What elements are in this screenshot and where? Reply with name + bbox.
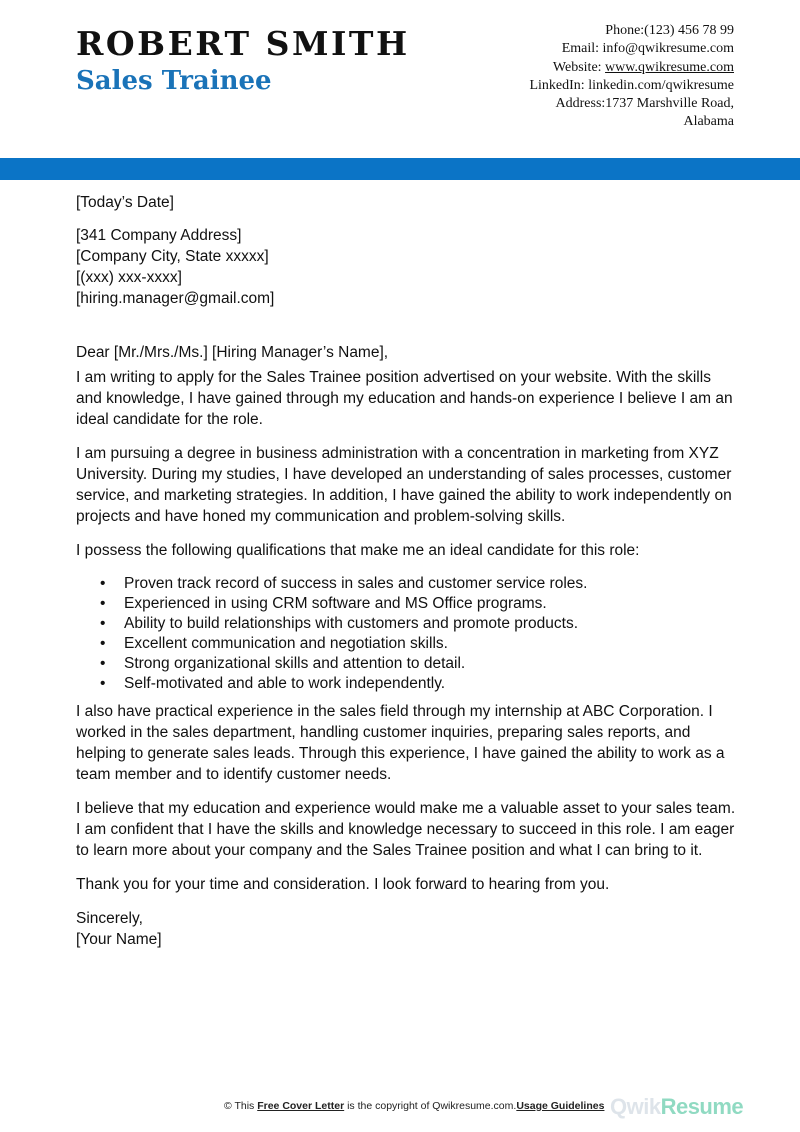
recipient-line: [hiring.manager@gmail.com] — [76, 290, 275, 307]
applicant-name: ROBERT SMITH — [76, 24, 410, 63]
website-label: Website: — [552, 59, 606, 75]
contact-linkedin: LinkedIn: linkedin.com/qwikresume — [529, 77, 734, 93]
bullet-icon: • — [100, 575, 106, 592]
letter-body — [76, 192, 736, 950]
letter-date: [Today’s Date] — [76, 194, 174, 211]
footer — [0, 1094, 800, 1119]
paragraph-education: I am pursuing a degree in business administration with a concentration in marketing from XYZ University. During my studies, I have developed an understanding of sales processes, customer service, and marketing strategies. In addition, I have gained the ability to work independently on projects and have honed my communication and problem-solving skills. — [76, 445, 732, 525]
paragraph-thanks: Thank you for your time and consideration. I look forward to hearing from you. — [76, 876, 610, 893]
closing: Sincerely, — [76, 910, 143, 927]
signature: [Your Name] — [76, 931, 162, 948]
greeting: Dear [Mr./Mrs./Ms.] [Hiring Manager’s Name], — [76, 344, 389, 361]
contact-block — [434, 22, 734, 132]
website-link[interactable]: www.qwikresume.com — [605, 59, 734, 75]
bullet-icon: • — [100, 675, 106, 692]
letter-header — [0, 0, 800, 160]
recipient-address — [76, 225, 736, 309]
list-item: • Ability to build relationships with customers and promote products. — [100, 615, 579, 632]
paragraph-qualifications-intro: I possess the following qualifications that make me an ideal candidate for this role: — [76, 542, 640, 559]
paragraph-experience: I also have practical experience in the sales field through my internship at ABC Corporation. I worked in the sales department, handling customer inquiries, preparing sales reports, and helping to generate sales leads. Through this experience, I have gained the ability to work as a team member and to identify customer needs. — [76, 703, 725, 783]
qwikresume-logo: QwikResume — [610, 1094, 744, 1119]
bullet-icon: • — [100, 635, 106, 652]
job-title: Sales Trainee — [76, 66, 272, 96]
header-divider-band — [0, 158, 800, 180]
paragraph-intro: I am writing to apply for the Sales Trainee position advertised on your website. With the skills and knowledge, I have gained through my education and hands-on experience I believe I am an ideal candidate for the role. — [76, 369, 733, 428]
list-item: • Self-motivated and able to work independently. — [100, 675, 446, 692]
contact-address-line2: Alabama — [683, 114, 734, 130]
list-item: • Strong organizational skills and attention to detail. — [100, 655, 466, 672]
contact-email: Email: info@qwikresume.com — [561, 41, 734, 57]
contact-address-line1: Address:1737 Marshville Road, — [555, 96, 734, 112]
copyright-notice: © This Free Cover Letter is the copyright of Qwikresume.com.Usage Guidelines — [224, 1100, 605, 1112]
recipient-line: [(xxx) xxx-xxxx] — [76, 269, 182, 286]
paragraph-confidence: I believe that my education and experience would make me a valuable asset to your sales team. I am confident that I have the skills and knowledge necessary to succeed in this role. I am eager to learn more about your company and the Sales Trainee position and what I can bring to it. — [76, 800, 736, 859]
contact-phone: Phone:(123) 456 78 99 — [605, 23, 734, 38]
list-item: • Experienced in using CRM software and MS Office programs. — [100, 595, 547, 612]
list-item: • Excellent communication and negotiation skills. — [100, 635, 448, 652]
qualifications-list — [76, 574, 736, 694]
list-item: • Proven track record of success in sales and customer service roles. — [100, 575, 588, 592]
free-cover-letter-link[interactable]: Free Cover Letter — [257, 1100, 345, 1112]
bullet-icon: • — [100, 655, 106, 672]
bullet-icon: • — [100, 615, 106, 632]
usage-guidelines-link[interactable]: Usage Guidelines — [516, 1100, 605, 1112]
bullet-icon: • — [100, 595, 106, 612]
recipient-line: [341 Company Address] — [76, 227, 242, 244]
contact-website — [434, 59, 734, 77]
recipient-line: [Company City, State xxxxx] — [76, 248, 269, 265]
